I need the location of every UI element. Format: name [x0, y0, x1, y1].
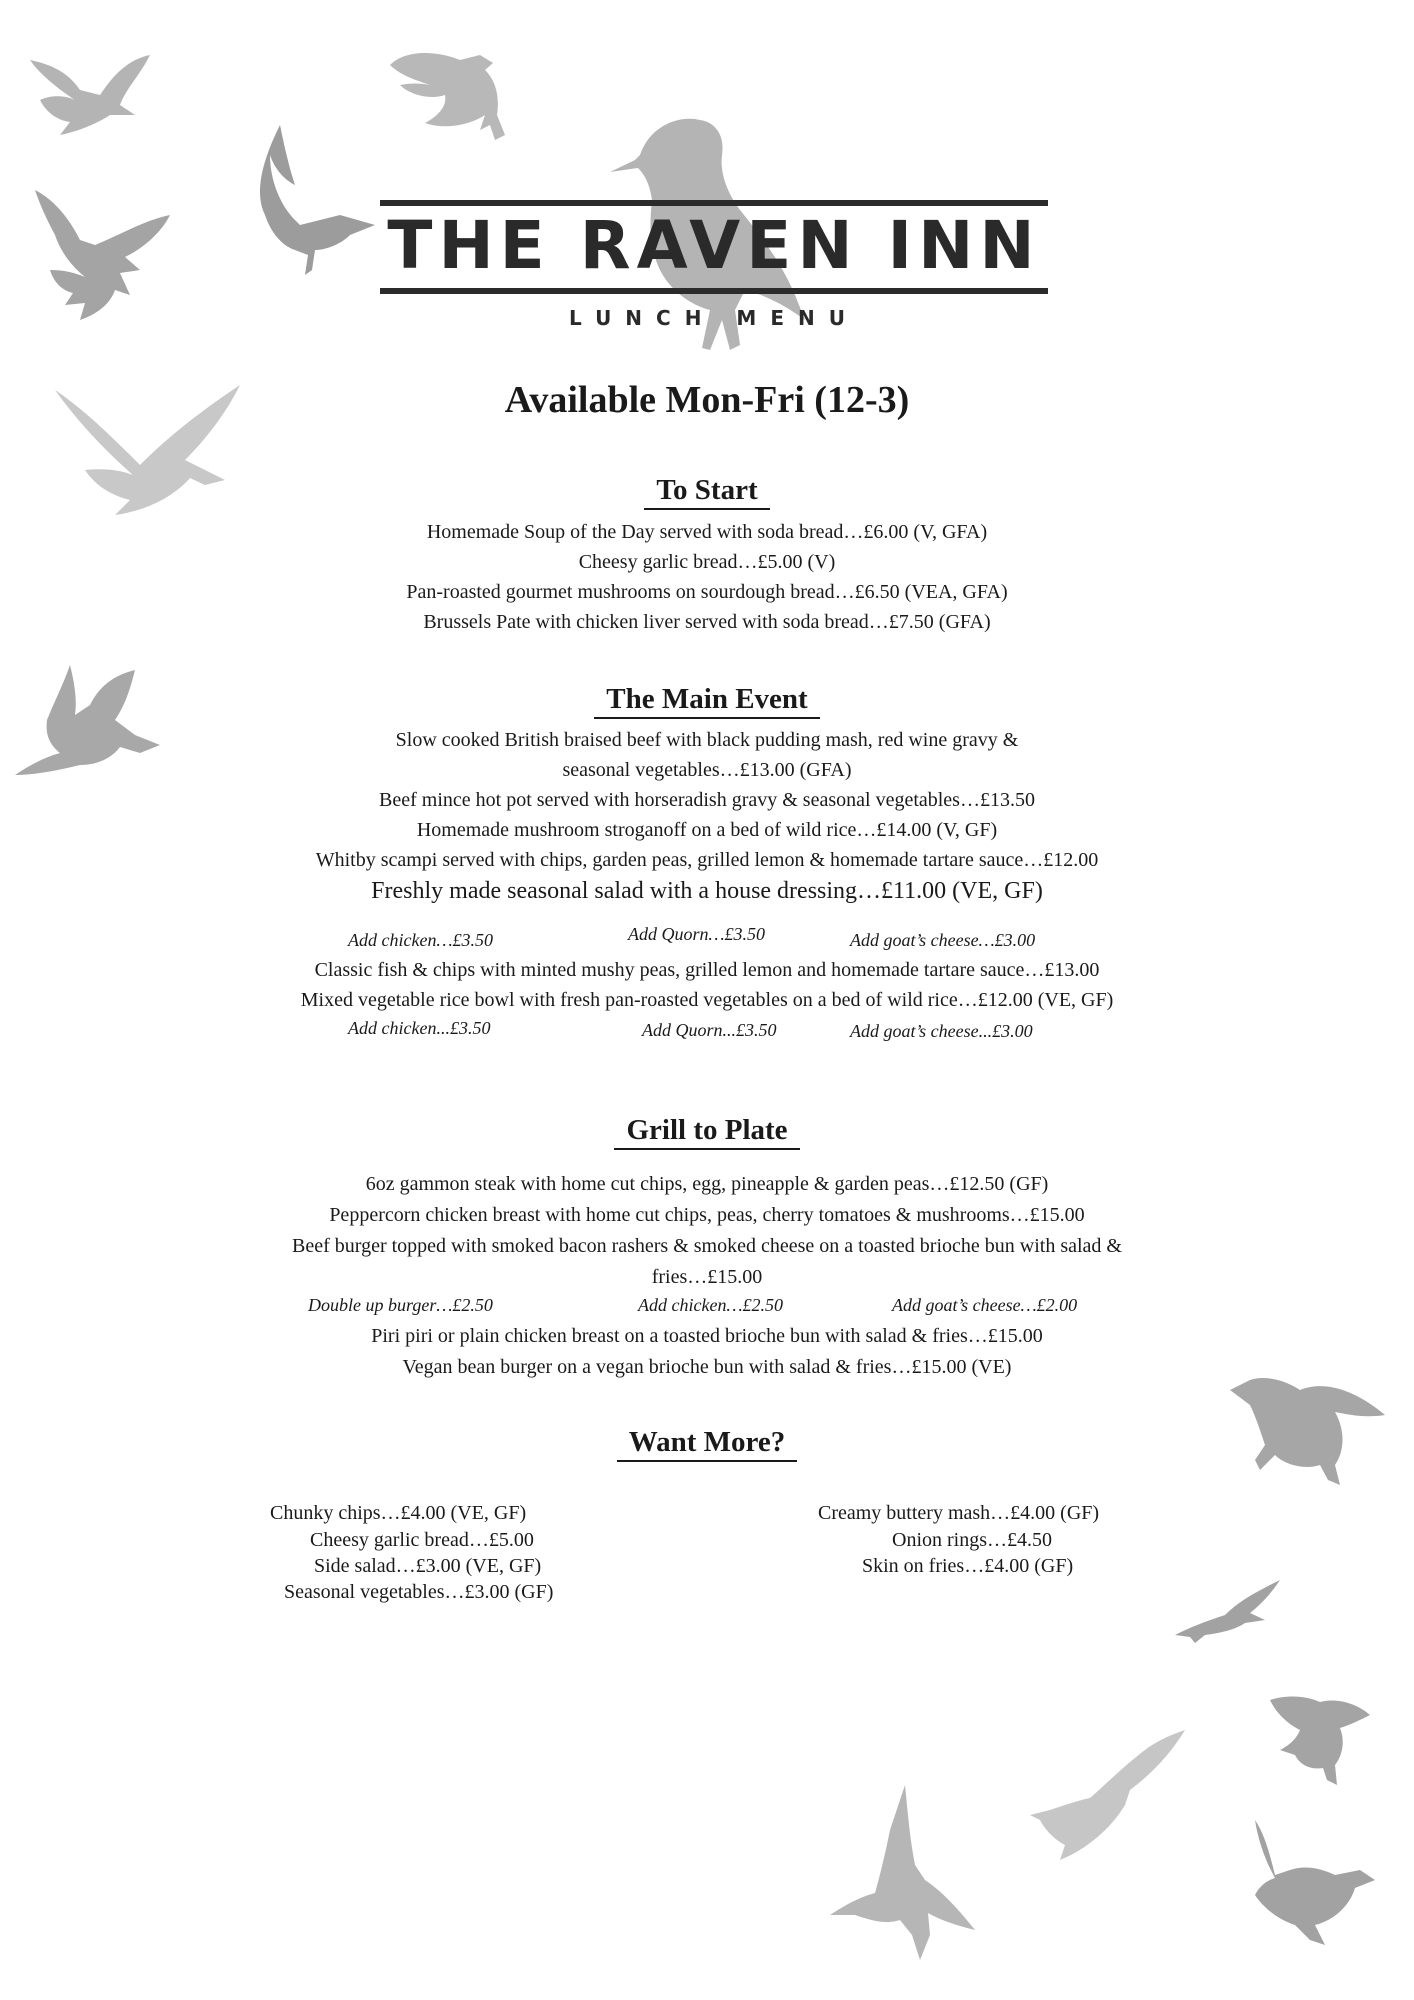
addon: Add Quorn…£3.50 [628, 924, 766, 944]
addon: Add chicken…£3.50 [348, 930, 493, 950]
menu-item: Piri piri or plain chicken breast on a toasted brioche bun with salad & fries…£15.00 [371, 1325, 1043, 1347]
raven-icon [1265, 1690, 1375, 1790]
raven-icon [1175, 1575, 1285, 1645]
menu-item: Mixed vegetable rice bowl with fresh pan-roasted vegetables on a bed of wild rice…£12.00 (VE, GF) [300, 989, 1114, 1011]
raven-icon [25, 185, 175, 325]
menu-item: 6oz gammon steak with home cut chips, egg, pineapple & garden peas…£12.50 (GF) [365, 1173, 1049, 1195]
brand-name: THE RAVEN INN [387, 207, 1041, 284]
raven-icon [1030, 1730, 1190, 1880]
side-item: Creamy buttery mash…£4.00 (GF) [818, 1502, 1100, 1524]
menu-item: Peppercorn chicken breast with home cut chips, peas, cherry tomatoes & mushrooms…£15.00 [329, 1204, 1085, 1226]
menu-item: Classic fish & chips with minted mushy peas, grilled lemon and homemade tartare sauce…£13.00 [314, 959, 1100, 981]
logo-top-rule [380, 200, 1048, 206]
menu-item: seasonal vegetables…£13.00 (GFA) [562, 759, 852, 781]
raven-icon [1240, 1820, 1380, 1950]
addon: Add goat’s cheese…£3.00 [850, 930, 1036, 950]
logo [380, 110, 1050, 360]
side-item: Side salad…£3.00 (VE, GF) [314, 1555, 542, 1577]
raven-icon [830, 1785, 980, 1965]
menu-item: Vegan bean burger on a vegan brioche bun with salad & fries…£15.00 (VE) [402, 1356, 1012, 1378]
section-title-grill: Grill to Plate [0, 1114, 1414, 1150]
side-item: Onion rings…£4.50 [892, 1529, 1052, 1551]
menu-item: Freshly made seasonal salad with a house dressing…£11.00 (VE, GF) [371, 878, 1043, 904]
menu-item: Beef burger topped with smoked bacon rashers & smoked cheese on a toasted brioche bun with salad & [292, 1235, 1122, 1257]
menu-item: fries…£15.00 [651, 1266, 763, 1288]
addon: Add goat’s cheese...£3.00 [850, 1021, 1033, 1041]
menu-item: Cheesy garlic bread…£5.00 (V) [578, 551, 836, 573]
raven-icon [240, 125, 380, 285]
menu-item: Homemade mushroom stroganoff on a bed of wild rice…£14.00 (V, GF) [416, 819, 998, 841]
brand-subtitle: LUNCH MENU [569, 306, 859, 330]
side-item: Cheesy garlic bread…£5.00 [310, 1529, 534, 1551]
raven-icon [25, 50, 155, 140]
addon: Add goat’s cheese…£2.00 [892, 1295, 1078, 1315]
section-title-want-more: Want More? [0, 1426, 1414, 1462]
menu-item: Brussels Pate with chicken liver served with soda bread…£7.50 (GFA) [423, 611, 991, 633]
menu-item: Homemade Soup of the Day served with soda bread…£6.00 (V, GFA) [426, 521, 988, 543]
section-title-to-start: To Start [0, 474, 1414, 510]
menu-item: Beef mince hot pot served with horseradish gravy & seasonal vegetables…£13.50 [379, 789, 1035, 811]
availability-heading: Available Mon-Fri (12-3) [504, 379, 910, 421]
addon: Add chicken…£2.50 [638, 1295, 783, 1315]
addon: Add Quorn...£3.50 [642, 1020, 777, 1040]
addon: Double up burger…£2.50 [308, 1295, 493, 1315]
section-title-main-event: The Main Event [0, 683, 1414, 719]
addon: Add chicken...£3.50 [348, 1018, 491, 1038]
side-item: Chunky chips…£4.00 (VE, GF) [270, 1502, 527, 1524]
side-item: Skin on fries…£4.00 (GF) [862, 1555, 1074, 1577]
menu-item: Slow cooked British braised beef with black pudding mash, red wine gravy & [395, 729, 1019, 751]
logo-bottom-rule [380, 288, 1048, 294]
side-item: Seasonal vegetables…£3.00 (GF) [284, 1581, 554, 1603]
menu-item: Pan-roasted gourmet mushrooms on sourdough bread…£6.50 (VEA, GFA) [406, 581, 1008, 603]
menu-item: Whitby scampi served with chips, garden peas, grilled lemon & homemade tartare sauce…£12.00 [315, 849, 1099, 871]
